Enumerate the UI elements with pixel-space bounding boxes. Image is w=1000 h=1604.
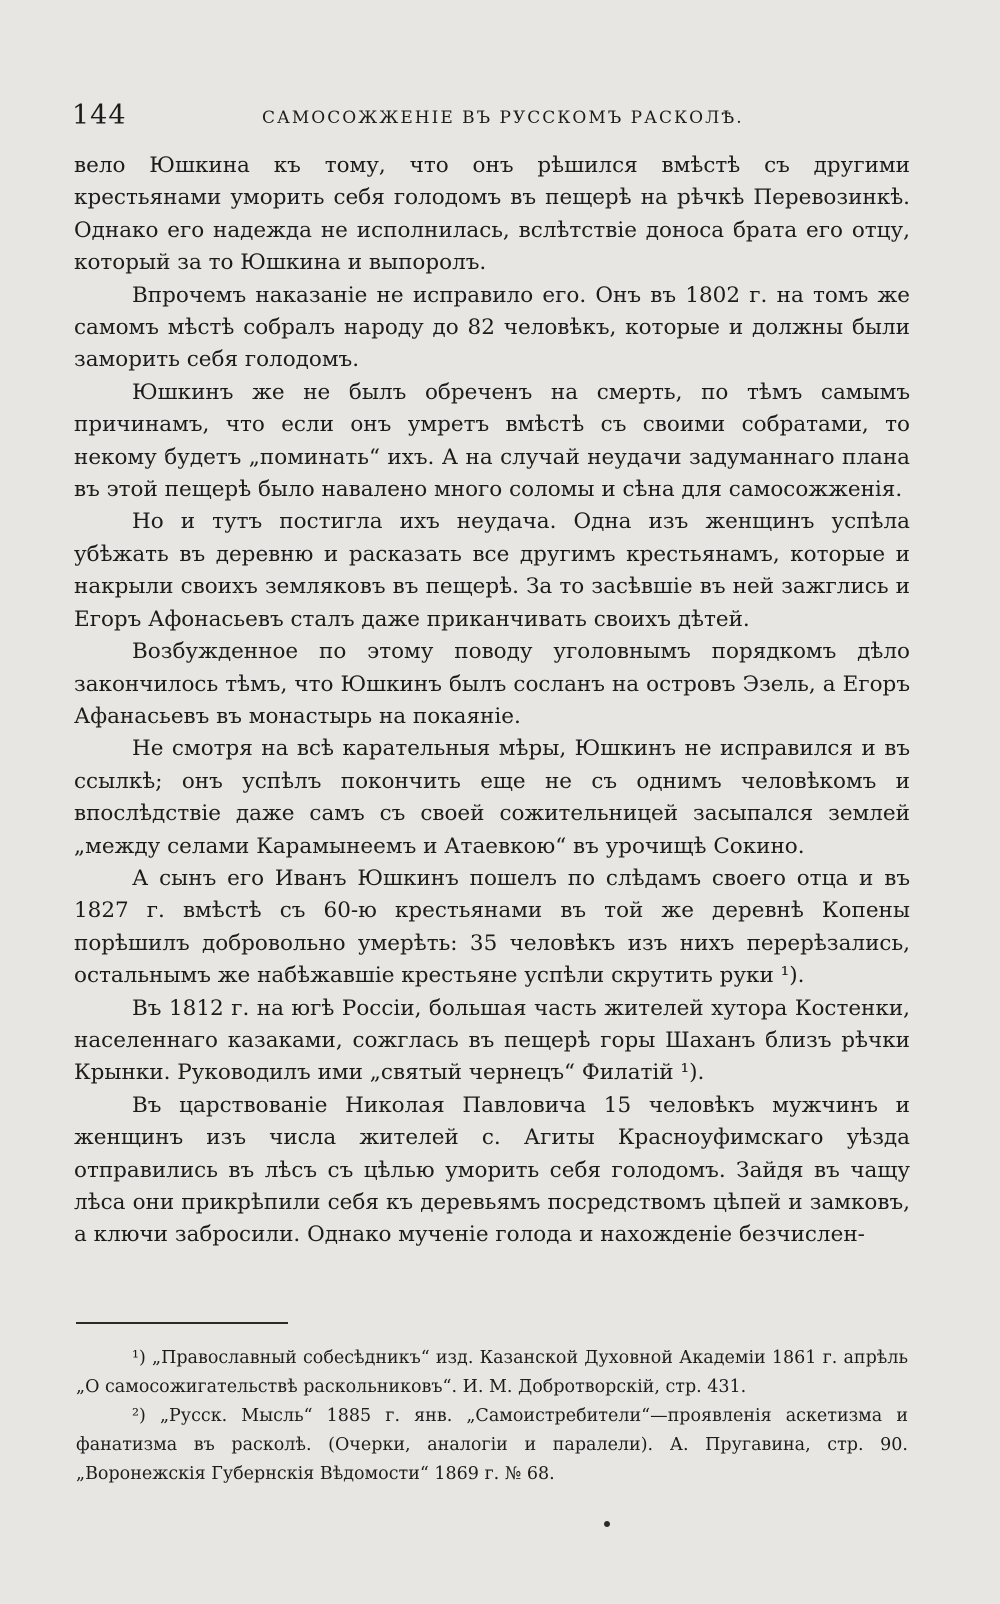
paragraph: Впрочемъ наказаніе не исправило его. Онъ въ 1802 г. на томъ же самомъ мѣстѣ собралъ народу до 82 человѣкъ, которые и должны были заморить себя голодомъ.	[74, 282, 910, 373]
print-mark	[604, 1521, 610, 1527]
footnote: ¹) „Православный собесѣдникъ“ изд. Казанской Духовной Академіи 1861 г. апрѣль „О самосожигательствѣ раскольниковъ“. И. М. Добротворскій, стр. 431.	[76, 1348, 908, 1397]
footnote: ²) „Русск. Мысль“ 1885 г. янв. „Самоистребители“—проявленія аскетизма и фанатизма въ расколѣ. (Очерки, аналогіи и паралели). А. Пругавина, стр. 90. „Воронежскія Губернскія Вѣдомости“ 1869 г. № 68.	[76, 1406, 908, 1484]
paragraph: вело Юшкина къ тому, что онъ рѣшился вмѣстѣ съ другими крестьянами уморить себя голодомъ въ пещерѣ на рѣчкѣ Перевозинкѣ. Однако его надежда не исполнилась, вслѣтствіе доноса брата его отцу, который за то Юшкина и выпоролъ.	[74, 153, 910, 276]
paragraph: Не смотря на всѣ карательныя мѣры, Юшкинъ не исправился и въ ссылкѣ; онъ успѣлъ покончить еще не съ однимъ человѣкомъ и впослѣдствіе даже самъ съ своей сожительницей засыпался землей „между селами Карамынеемъ и Атаевкою“ въ урочищѣ Сокино.	[74, 736, 910, 859]
paragraph: Юшкинъ же не былъ обреченъ на смерть, по тѣмъ самымъ причинамъ, что если онъ умретъ вмѣстѣ съ своими собратами, то некому будетъ „поминать“ ихъ. А на случай неудачи задуманнаго плана въ этой пещерѣ было навалено много соломы и сѣна для самосожженія.	[74, 379, 910, 503]
paragraph: Въ 1812 г. на югѣ Россіи, большая часть жителей хутора Костенки, населеннаго казаками, сожглась въ пещерѣ горы Шаханъ близъ рѣчки Крынки. Руководилъ ими „святый чернецъ“ Филатій ¹).	[74, 995, 910, 1086]
paragraph: А сынъ его Иванъ Юшкинъ пошелъ по слѣдамъ своего отца и въ 1827 г. вмѣстѣ съ 60-ю крестьянами въ той же деревнѣ Копены порѣшилъ добровольно умерѣть: 35 человѣкъ изъ нихъ перерѣзались, остальнымъ же набѣжавшіе крестьяне успѣли скрутить руки ¹).	[74, 865, 910, 989]
paragraph: Возбужденное по этому поводу уголовнымъ порядкомъ дѣло закончилось тѣмъ, что Юшкинъ былъ сосланъ на островъ Эзель, а Егоръ Афанасьевъ въ монастырь на покаяніе.	[74, 639, 910, 729]
body-text	[74, 150, 910, 1252]
footnotes	[76, 1344, 908, 1489]
footnote-separator	[76, 1322, 288, 1324]
paragraph: Въ царствованіе Николая Павловича 15 человѣкъ мужчинъ и женщинъ изъ числа жителей с. Агиты Красноуфимскаго уѣзда отправились въ лѣсъ съ цѣлью уморить себя голодомъ. Зайдя въ чащу лѣса они прикрѣпили себя къ деревьямъ посредствомъ цѣпей и замковъ, а ключи забросили. Однако мученіе голода и нахожденіе безчислен-	[74, 1092, 910, 1248]
paragraph: Но и тутъ постигла ихъ неудача. Одна изъ женщинъ успѣла убѣжать въ деревню и расказать все другимъ крестьянамъ, которые и накрыли своихъ земляковъ въ пещерѣ. За то засѣвшіе въ ней зажглись и Егоръ Афонасьевъ сталъ даже приканчивать своихъ дѣтей.	[74, 509, 910, 632]
running-title: САМОСОЖЖЕНІЕ ВЪ РУССКОМЪ РАСКОЛѢ.	[262, 108, 744, 128]
page-header	[72, 100, 910, 140]
page-number: 144	[72, 100, 127, 131]
